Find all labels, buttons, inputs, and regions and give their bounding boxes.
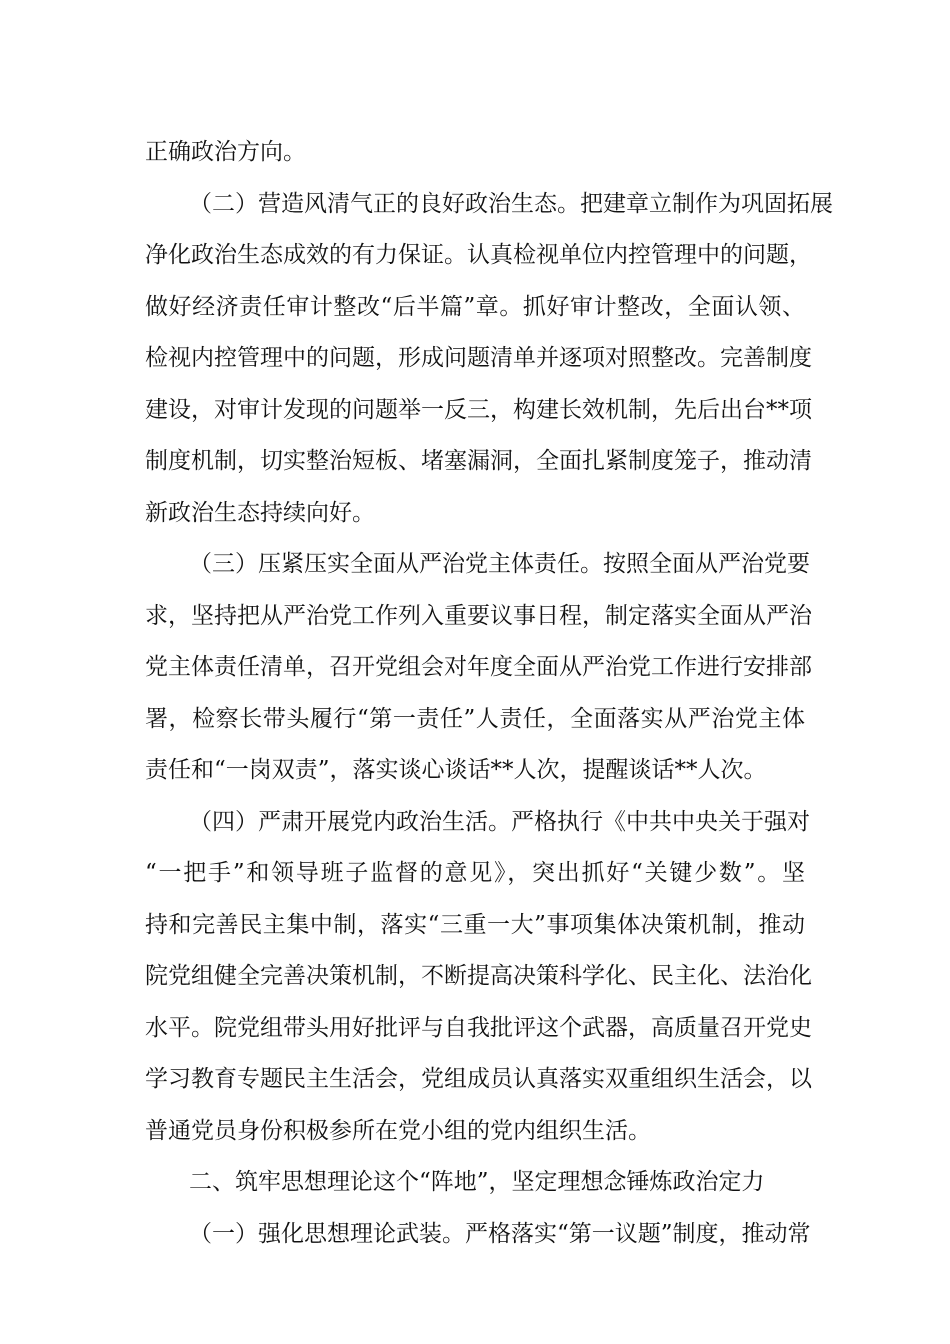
text-line: 水平。院党组带头用好批评与自我批评这个武器，高质量召开党史 [145, 1014, 812, 1041]
text-line: 党主体责任清单，召开党组会对年度全面从严治党工作进行安排部 [145, 654, 812, 680]
text-line: 制度机制，切实整治短板、堵塞漏洞，全面扎紧制度笼子，推动清 [145, 448, 812, 474]
text-line: 二、筑牢思想理论这个“阵地”，坚定理想念锤炼政治定力 [189, 1169, 765, 1195]
text-line: （一）强化思想理论武装。严格落实“第一议题”制度，推动常 [189, 1220, 811, 1247]
text-line: 正确政治方向。 [145, 139, 306, 165]
text-line: 署，检察长带头履行“第一责任”人责任，全面落实从严治党主体 [145, 705, 805, 732]
document-body [145, 127, 833, 1260]
text-line: 净化政治生态成效的有力保证。认真检视单位内控管理中的问题， [145, 242, 812, 268]
text-line: 检视内控管理中的问题，形成问题清单并逐项对照整改。完善制度 [145, 345, 812, 371]
text-line: 建设，对审计发现的问题举一反三，构建长效机制，先后出台**项 [145, 396, 812, 423]
text-line: 做好经济责任审计整改“后半篇”章。抓好审计整改，全面认领、 [145, 293, 805, 320]
text-line: 学习教育专题民主生活会，党组成员认真落实双重组织生活会，以 [145, 1066, 812, 1092]
text-line: 新政治生态持续向好。 [145, 499, 375, 526]
text-line: 院党组健全完善决策机制，不断提高决策科学化、民主化、法治化 [145, 963, 812, 989]
text-line: （二）营造风清气正的良好政治生态。把建章立制作为巩固拓展 [189, 190, 833, 217]
text-line: 持和完善民主集中制，落实“三重一大”事项集体决策机制，推动 [145, 911, 805, 938]
text-line: 求，坚持把从严治党工作列入重要议事日程，制定落实全面从严治 [145, 602, 812, 629]
text-line: （三）压紧压实全面从严治党主体责任。按照全面从严治党要 [189, 551, 810, 577]
text-line: 责任和“一岗双责”，落实谈心谈话**人次，提醒谈话**人次。 [145, 757, 767, 783]
text-line: （四）严肃开展党内政治生活。严格执行《中共中央关于强对 [189, 808, 810, 835]
text-line: “一把手”和领导班子监督的意见》，突出抓好“关键少数”。坚 [145, 860, 805, 886]
text-line: 普通党员身份积极参所在党小组的党内组织生活。 [145, 1117, 651, 1144]
